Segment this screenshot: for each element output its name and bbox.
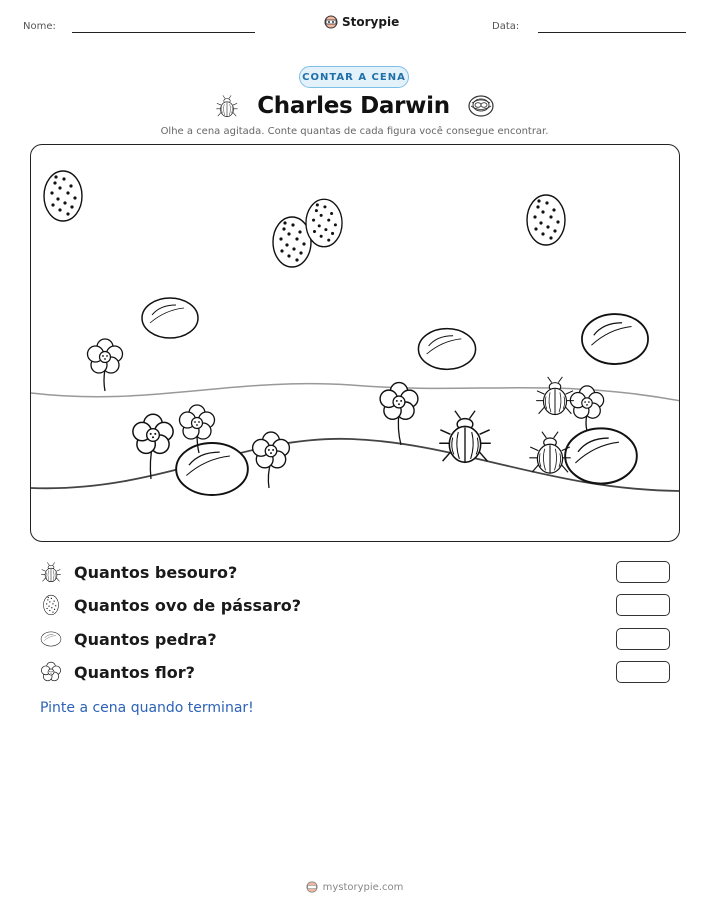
bird-nest-icon [468,93,494,119]
date-label: Data: [492,21,520,32]
flower-1 [88,339,123,391]
bird-egg-1 [44,171,82,221]
mascot-icon [324,14,338,30]
footer [0,880,709,894]
answer-box-egg[interactable] [616,594,670,616]
brand-logo [324,14,399,30]
bird-egg-4 [527,195,565,245]
question-text: Quantos pedra? [74,629,217,649]
question-text: Quantos besouro? [74,562,238,582]
beetle-2 [536,377,574,415]
flower-6 [570,386,603,431]
answer-box-flower[interactable] [616,661,670,683]
bird-egg-2 [273,217,311,267]
page-title [0,93,709,119]
question-row-beetle [40,559,670,585]
beetle-icon [40,561,62,583]
flower-icon [40,661,62,683]
stone-3 [582,314,648,364]
answer-box-beetle[interactable] [616,561,670,583]
instructions: Olhe a cena agitada. Conte quantas de cada figura você consegue encontrar. [160,126,549,137]
stone-1 [142,298,198,338]
stone-5 [565,428,637,483]
mascot-icon [306,880,318,894]
beetle-icon [215,94,239,118]
coloring-instruction: Pinte a cena quando terminar! [40,700,254,716]
bird-egg-icon [40,594,62,616]
stone-4 [176,443,248,495]
flower-4 [253,432,290,488]
question-text: Quantos flor? [74,662,195,682]
bird-egg-3 [306,199,342,247]
beetle-1 [439,411,491,463]
question-row-egg [40,592,670,618]
date-line[interactable] [538,32,686,33]
name-line[interactable] [72,32,255,33]
question-text: Quantos ovo de pássaro? [74,595,302,615]
answer-box-stone[interactable] [616,628,670,650]
footer-url[interactable]: mystorypie.com [322,881,404,893]
title-text: Charles Darwin [257,93,450,119]
stone-2 [418,329,475,370]
activity-badge: CONTAR A CENA [299,66,409,88]
name-label: Nome: [23,21,56,32]
counting-scene [30,144,680,542]
stone-icon [40,628,62,650]
brand-name: Storypie [342,15,400,29]
flower-2 [133,414,173,479]
question-row-stone [40,626,670,652]
question-row-flower [40,659,670,685]
flower-5 [380,383,418,445]
scene-illustration [31,145,680,542]
